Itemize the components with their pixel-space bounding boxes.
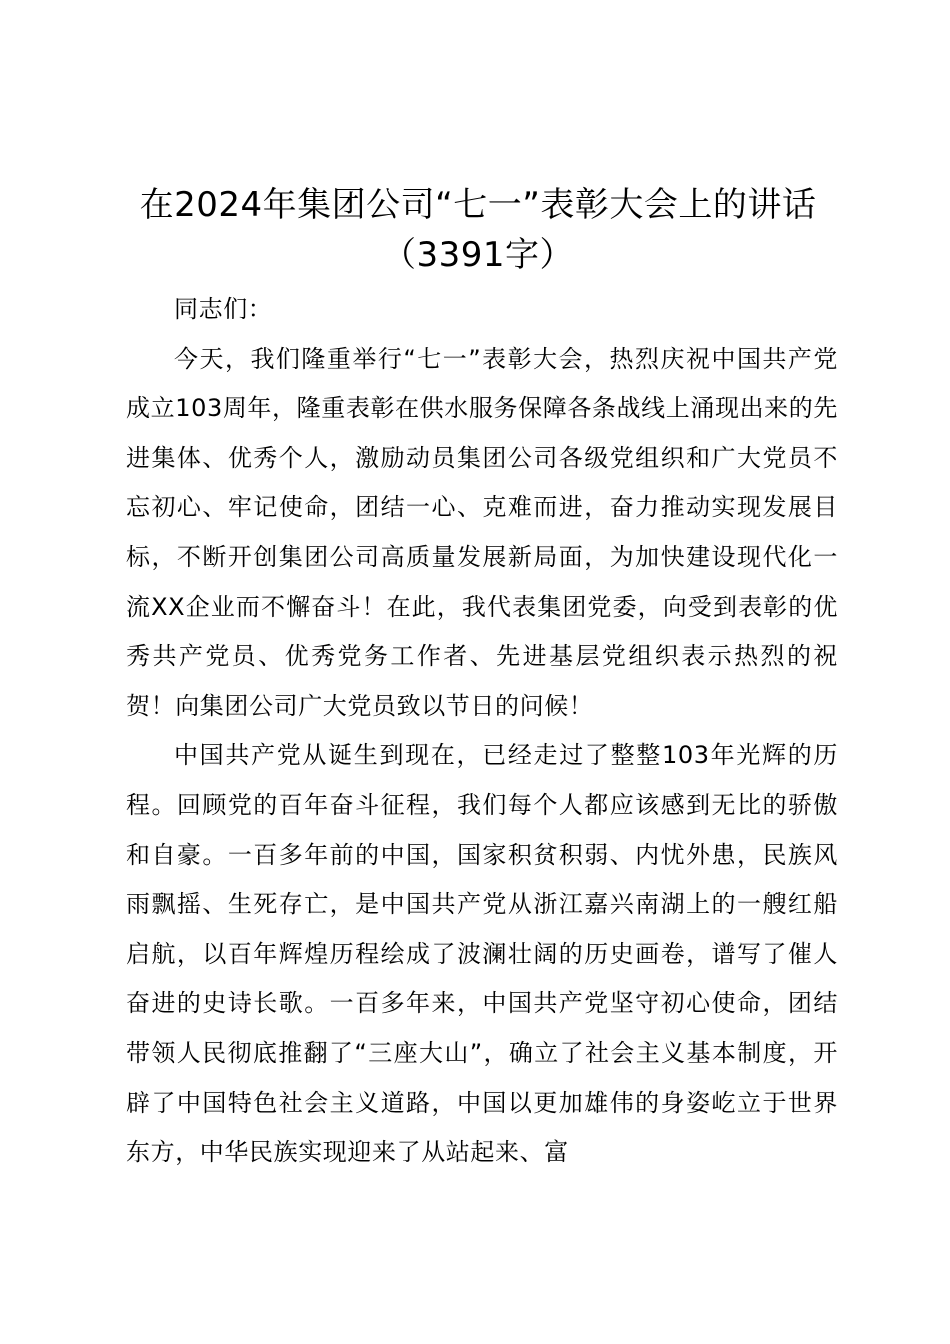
paragraph-1: 今天，我们隆重举行“七一”表彰大会，热烈庆祝中国共产党成立103周年，隆重表彰在供水服务保障各条战线上涌现出来的先进集体、优秀个人，激励动员集团公司各级党组织和广大党员不忘初心、牢记使命，团结一心、克难而进，奋力推动实现发展目标，不断开创集团公司高质量发展新局面，为加快建设现代化一流XX企业而不懈奋斗！在此，我代表集团党委，向受到表彰的优秀共产党员、优秀党务工作者、先进基层党组织表示热烈的祝贺！向集团公司广大党员致以节日的问候！ bbox=[126, 344, 838, 720]
document-title: 在2024年集团公司“七一”表彰大会上的讲话（3391字） bbox=[139, 185, 817, 275]
salutation: 同志们： bbox=[174, 295, 273, 323]
document-body bbox=[126, 285, 838, 1178]
paragraph-2: 中国共产党从诞生到现在，已经走过了整整103年光辉的历程。回顾党的百年奋斗征程，我们每个人都应该感到无比的骄傲和自豪。一百多年前的中国，国家积贫积弱、内忧外患，民族风雨飘摇、生死存亡，是中国共产党从浙江嘉兴南湖上的一艘红船启航，以百年辉煌历程绘成了波澜壮阔的历史画卷，谱写了催人奋进的史诗长歌。一百多年来，中国共产党坚守初心使命，团结带领人民彻底推翻了“三座大山”，确立了社会主义基本制度，开辟了中国特色社会主义道路，中国以更加雄伟的身姿屹立于世界东方，中华民族实现迎来了从站起来、富 bbox=[126, 741, 838, 1167]
